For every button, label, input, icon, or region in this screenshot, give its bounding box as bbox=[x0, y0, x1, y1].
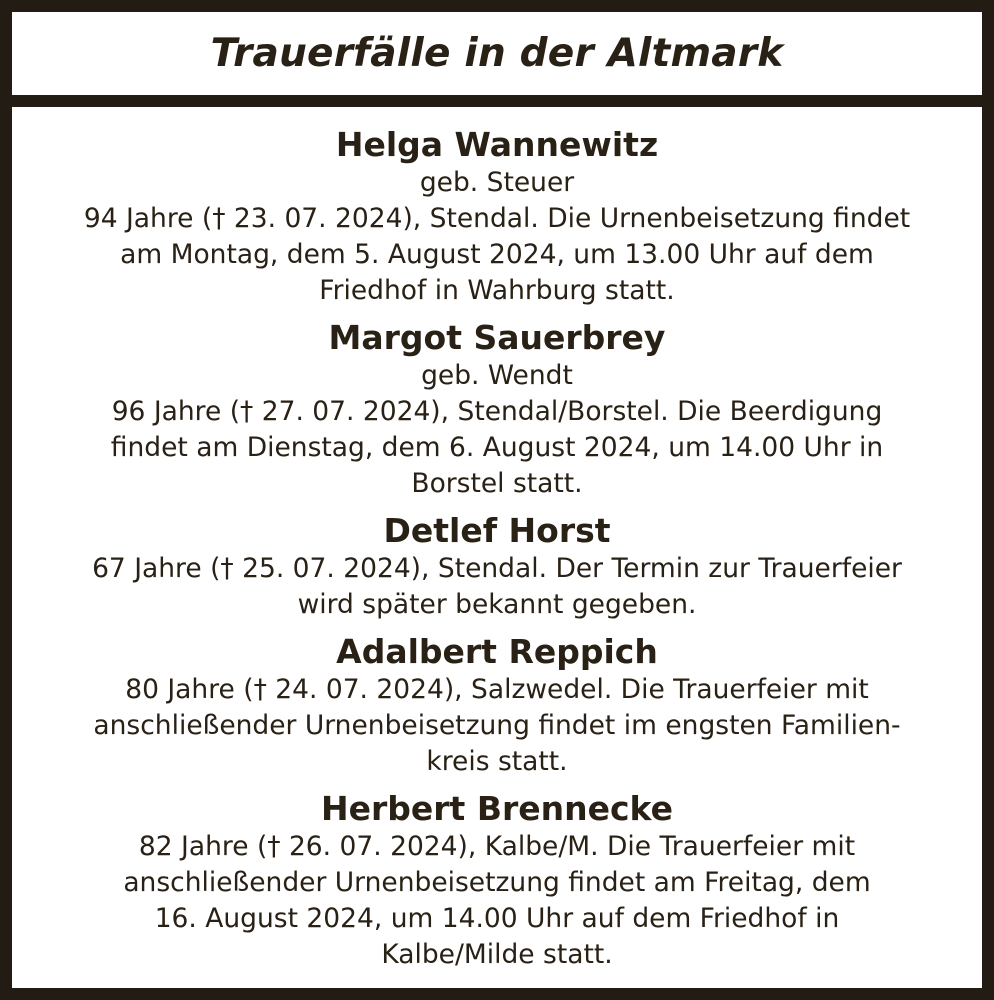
header bbox=[12, 12, 982, 95]
entry-text-line: anschließender Urnenbeisetzung findet am Freitag, dem bbox=[123, 867, 871, 898]
entry-text-line: 16. August 2024, um 14.00 Uhr auf dem Friedhof in bbox=[154, 903, 840, 934]
entry-text-line: wird später bekannt gegeben. bbox=[297, 589, 697, 620]
obituary-entry bbox=[12, 632, 982, 780]
deceased-name: Herbert Brennecke bbox=[321, 789, 673, 828]
page-title: Trauerfälle in der Altmark bbox=[210, 31, 784, 76]
obituary-entry bbox=[12, 125, 982, 309]
deceased-name: Detlef Horst bbox=[383, 511, 611, 550]
entry-text-line: findet am Dienstag, dem 6. August 2024, um 14.00 Uhr in bbox=[110, 432, 884, 463]
entry-text-line: Borstel statt. bbox=[411, 468, 583, 499]
obituary-entry bbox=[12, 511, 982, 623]
entry-text-line: 82 Jahre († 26. 07. 2024), Kalbe/M. Die Trauerfeier mit bbox=[138, 831, 856, 862]
entry-text-line: Kalbe/Milde statt. bbox=[381, 939, 613, 970]
obituary-entry bbox=[12, 789, 982, 973]
obituary-list bbox=[12, 107, 982, 973]
obituary-entry bbox=[12, 318, 982, 502]
deceased-name: Margot Sauerbrey bbox=[328, 318, 666, 357]
entry-text-line: 80 Jahre († 24. 07. 2024), Salzwedel. Die Trauerfeier mit bbox=[125, 674, 869, 705]
entry-text-line: 94 Jahre († 23. 07. 2024), Stendal. Die Urnenbeisetzung findet bbox=[83, 203, 911, 234]
entry-text-line: kreis statt. bbox=[426, 746, 568, 777]
header-divider bbox=[12, 95, 982, 107]
entry-text-line: Friedhof in Wahrburg statt. bbox=[319, 275, 675, 306]
entry-text-line: geb. Steuer bbox=[419, 167, 575, 198]
deceased-name: Helga Wannewitz bbox=[335, 125, 659, 164]
entry-text-line: geb. Wendt bbox=[421, 360, 573, 391]
entry-text-line: am Montag, dem 5. August 2024, um 13.00 Uhr auf dem bbox=[120, 239, 874, 270]
deceased-name: Adalbert Reppich bbox=[336, 632, 658, 671]
entry-text-line: 96 Jahre († 27. 07. 2024), Stendal/Borstel. Die Beerdigung bbox=[111, 396, 883, 427]
entry-text-line: 67 Jahre († 25. 07. 2024), Stendal. Der Termin zur Trauerfeier bbox=[92, 553, 902, 584]
entry-text-line: anschließender Urnenbeisetzung findet im engsten Familien- bbox=[93, 710, 901, 741]
